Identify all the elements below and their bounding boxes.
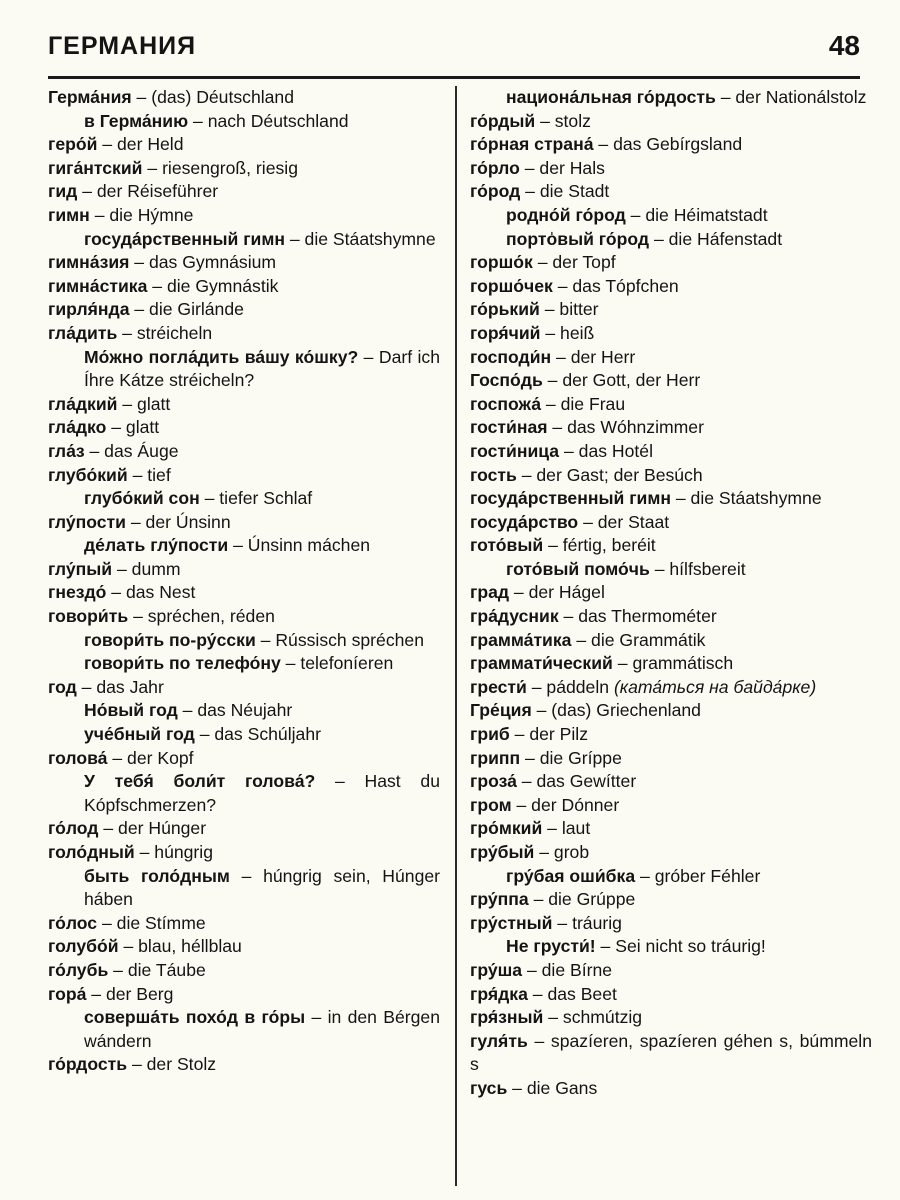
entry-headword: гото́вый [470,535,544,556]
entry-translation: – grammátisch [617,653,734,674]
dictionary-entry [470,723,872,747]
entry-headword: гроза́ [470,771,517,792]
entry-headword: уче́бный год [84,724,195,745]
entry-translation: – der Dónner [516,794,620,815]
entry-translation: – das Beet [532,983,617,1004]
entry-headword: гимна́зия [48,252,130,273]
dictionary-entry [470,865,872,889]
entry-headword: гру́стный [470,912,553,933]
dictionary-entry [48,699,440,723]
entry-translation: – húngrig [139,842,213,862]
dictionary-entry [48,723,440,747]
entry-headword: грести́ [470,676,527,697]
entry-headword: граммати́ческий [470,653,613,674]
entry-headword: глубо́кий сон [84,488,200,509]
entry-translation: – spréchen, réden [133,606,275,627]
entry-translation: – gróber Féhler [640,865,761,886]
entry-headword: гости́ница [470,440,560,461]
entry-translation: – der Hals [524,157,605,178]
dictionary-entry [470,1030,872,1077]
entry-headword: госпожа́ [470,393,542,414]
entry-headword: гря́дка [470,983,528,1004]
entry-headword: го́рдость [48,1054,128,1075]
entry-headword: гру́ша [470,959,523,980]
entry-headword: го́рная страна́ [470,134,594,155]
entry-headword: грипп [470,747,521,768]
entry-headword: в Герма́нию [84,110,189,131]
entry-translation: – (das) Griechenland [536,700,701,721]
dictionary-entry [48,558,440,582]
entry-headword: родно́й го́род [506,204,626,225]
entry-headword: грамма́тика [470,629,572,650]
entry-headword: град [470,582,510,603]
dictionary-entry [48,204,440,228]
entry-headword: го́лубь [48,959,109,980]
entry-translation: – Sei nicht so tráurig! [600,936,766,957]
entry-translation: – das Gymnásium [134,252,277,273]
dictionary-entry [48,416,440,440]
entry-translation: – heiß [545,322,595,343]
dictionary-entry [470,770,872,794]
entry-headword: соверша́ть похо́д в го́ры [84,1007,306,1028]
entry-headword: гра́дусник [470,606,559,627]
dictionary-entry [470,534,872,558]
entry-headword: го́рло [470,157,520,178]
entry-headword: гриб [470,724,510,745]
dictionary-entry [48,298,440,322]
entry-headword: глубо́кий [48,464,128,485]
entry-note: (ката́ться на байда́рке) [613,676,817,697]
entry-headword: геро́й [48,134,98,155]
dictionary-entry [470,605,872,629]
entry-translation: – das Hotél [563,440,653,461]
entry-headword: гнездо́ [48,582,107,603]
entry-headword: Госпо́дь [470,370,543,391]
entry-headword: гора́ [48,983,87,1004]
entry-headword: быть голо́дным [84,865,230,886]
section-title: ГЕРМАНИЯ [48,32,197,60]
dictionary-entry [48,275,440,299]
dictionary-entry [470,440,872,464]
entry-headword: гуля́ть [470,1030,528,1051]
entry-headword: гото́вый помо́чь [506,558,650,579]
dictionary-entry [48,629,440,653]
dictionary-entry [470,888,872,912]
dictionary-entry [48,440,440,464]
entry-translation: – der Berg [91,983,174,1004]
entry-headword: портo̍вый го́род [506,228,650,249]
entry-headword: госуда́рство [470,511,579,532]
entry-translation: – Rússisch spréchen [260,629,424,650]
dictionary-entry [48,865,440,912]
dictionary-entry [470,959,872,983]
entry-translation: – Hast du Kópfschmerzen? [84,771,440,815]
dictionary-entry [48,322,440,346]
entry-translation: – dumm [116,558,181,579]
dictionary-entry [48,770,440,817]
dictionary-entry [48,841,440,865]
entry-headword: го́рький [470,299,540,320]
dictionary-entry [48,817,440,841]
entry-translation: – das Jahr [81,676,164,697]
dictionary-entry [48,1006,440,1053]
entry-headword: гирля́нда [48,299,130,320]
dictionary-entry [470,699,872,723]
entry-translation: – spazíeren, spazíeren géhen s, búmmeln s [470,1030,872,1075]
entry-translation: – der Topf [537,252,616,273]
dictionary-entry [470,935,872,959]
dictionary-entry [470,298,872,322]
dictionary-entry [470,393,872,417]
left-column [48,86,440,1077]
entry-translation: – schmútzig [548,1007,643,1028]
dictionary-entry [470,676,872,700]
entry-translation: – Únsinn máchen [233,535,371,556]
entry-translation: – tief [132,464,171,485]
dictionary-entry [470,322,872,346]
entry-headword: говори́ть по телефо́ну [84,653,281,674]
entry-translation: – hílfsbereit [654,558,746,579]
entry-translation: – tráurig [557,912,622,933]
entry-translation: – die Stáatshymne [675,488,822,509]
dictionary-entry [48,346,440,393]
entry-headword: го́род [470,181,521,202]
entry-headword: говори́ть [48,606,129,627]
entry-translation: – húngrig sein, Húnger háben [84,865,440,910]
right-column [470,86,872,1101]
dictionary-entry [470,275,872,299]
entry-translation: – laut [547,818,591,839]
dictionary-entry [470,133,872,157]
entry-translation: – in den Bérgen wándern [84,1007,441,1051]
dictionary-entry [470,558,872,582]
entry-translation: – das Gewítter [521,771,637,792]
entry-translation: – riesengroß, riesig [147,157,298,178]
entry-headword: гру́бая оши́бка [506,865,636,886]
dictionary-entry [48,912,440,936]
dictionary-entry [48,747,440,771]
dictionary-entry [470,747,872,771]
dictionary-entry [470,511,872,535]
entry-headword: Гре́ция [470,700,532,721]
dictionary-entry [470,817,872,841]
entry-translation: – die Frau [545,393,626,414]
entry-translation: – páddeln [531,676,610,697]
dictionary-entry [470,180,872,204]
entry-translation: – bitter [544,299,599,320]
dictionary-entry [470,487,872,511]
page-number: 48 [828,30,860,61]
entry-headword: гусь [470,1077,508,1098]
dictionary-entry [48,959,440,983]
dictionary-entry [470,346,872,370]
entry-translation: – der Húnger [103,818,207,839]
entry-headword: У тебя́ боли́т голова́? [84,771,316,792]
entry-translation: – (das) Déutschland [136,87,294,107]
entry-translation: – das Schúljahr [199,724,321,745]
entry-translation: – die Girlánde [134,299,244,320]
dictionary-entry [470,794,872,818]
entry-translation: – der Réiseführer [82,181,219,202]
dictionary-entry [48,110,440,134]
entry-translation: – die Grammátik [576,629,706,650]
entry-translation: – der Gott, der Herr [547,370,701,391]
entry-translation: – die Stadt [525,181,610,202]
dictionary-entry [470,228,872,252]
entry-translation: – stolz [540,110,591,131]
entry-headword: голубо́й [48,936,119,957]
dictionary-entry [48,180,440,204]
entry-headword: голо́дный [48,842,135,862]
entry-translation: – der Stolz [131,1054,217,1075]
entry-headword: Герма́ния [48,87,132,107]
entry-translation: – der Staat [583,511,670,532]
entry-headword: гость [470,464,517,485]
entry-headword: госуда́рственный гимн [470,488,671,509]
entry-headword: гро́мкий [470,818,543,839]
entry-translation: – der Held [102,134,184,155]
dictionary-entry [48,133,440,157]
entry-translation: – der Nationálstolz [720,87,867,107]
entry-translation: – die Háfenstadt [653,228,783,249]
entry-translation: – glatt [122,393,171,414]
entry-headword: глу́пости [48,511,126,532]
entry-headword: горшо́к [470,252,533,273]
entry-translation: – die Bírne [526,959,613,980]
dictionary-entry [48,652,440,676]
dictionary-entry [470,110,872,134]
entry-translation: – die Hýmne [94,204,194,225]
dictionary-entry [48,511,440,535]
entry-headword: гла́дко [48,417,107,438]
entry-headword: гла́дкий [48,393,118,414]
entry-headword: го́лос [48,912,98,933]
dictionary-entry [470,416,872,440]
dictionary-entry [470,204,872,228]
entry-headword: гига́нтский [48,157,143,178]
dictionary-entry [48,487,440,511]
entry-headword: голова́ [48,747,108,768]
entry-translation: – die Héimatstadt [630,204,768,225]
entry-headword: гря́зный [470,1007,544,1028]
entry-translation: – die Grúppe [533,889,636,910]
entry-translation: – die Gymnástik [152,275,279,296]
entry-translation: – nach Déutschland [193,110,349,131]
entry-headword: год [48,676,77,697]
entry-translation: – stréicheln [122,322,213,343]
entry-headword: де́лать глу́пости [84,535,229,556]
entry-headword: гром [470,794,512,815]
entry-headword: гимн [48,204,90,225]
entry-translation: – der Kopf [112,747,194,768]
entry-headword: глу́пый [48,558,113,579]
entry-headword: национа́льная го́рдость [506,87,716,107]
entry-headword: го́лод [48,818,99,839]
entry-headword: Мо́жно погла́дить ва́шу ко́шку? [84,346,359,367]
dictionary-entry [470,251,872,275]
entry-headword: горя́чий [470,322,541,343]
entry-headword: гла́з [48,440,85,461]
entry-translation: – der Hágel [513,582,605,603]
entry-translation: – die Táube [113,959,206,980]
entry-headword: господи́н [470,346,552,367]
entry-headword: го́рдый [470,110,536,131]
dictionary-entry [470,1006,872,1030]
entry-translation: – die Stáatshymne [289,228,436,249]
entry-translation: – das Néujahr [182,700,293,721]
dictionary-entry [48,157,440,181]
entry-translation: – fértig, beréit [548,535,656,556]
dictionary-entry [48,251,440,275]
entry-translation: – das Nest [111,582,196,603]
dictionary-entry [470,841,872,865]
entry-headword: гости́ная [470,417,548,438]
entry-translation: – glatt [111,417,160,438]
dictionary-entry [48,86,440,110]
entry-translation: – grob [539,842,590,862]
entry-translation: – Darf ich Íhre Kátze stréicheln? [84,346,440,391]
entry-translation: – tiefer Schlaf [204,488,313,509]
entry-headword: гид [48,181,78,202]
entry-headword: Но́вый год [84,700,178,721]
entry-translation: – das Tópfchen [557,275,679,296]
dictionary-entry [470,581,872,605]
dictionary-entry [48,605,440,629]
dictionary-entry [48,393,440,417]
column-divider [455,86,457,1186]
dictionary-entry [470,369,872,393]
dictionary-entry [470,912,872,936]
entry-translation: – blau, héllblau [123,936,242,957]
entry-translation: – der Pilz [514,724,588,745]
entry-translation: – das Gebírgsland [598,134,743,155]
entry-headword: гру́бый [470,842,535,862]
entry-translation: – das Wóhnzimmer [552,417,704,438]
entry-translation: – die Gans [512,1077,598,1098]
entry-headword: говори́ть по-ру́сски [84,629,256,650]
entry-headword: гру́ппа [470,889,529,910]
dictionary-entry [48,534,440,558]
dictionary-entry [470,157,872,181]
entry-headword: горшо́чек [470,275,553,296]
dictionary-entry [470,1077,872,1101]
dictionary-entry [470,86,872,110]
entry-headword: гла́дить [48,322,118,343]
dictionary-entry [48,464,440,488]
page-header [48,26,860,79]
entry-translation: – die Stímme [101,912,206,933]
dictionary-entry [48,228,440,252]
dictionary-entry [470,983,872,1007]
entry-headword: госуда́рственный гимн [84,228,285,249]
entry-translation: – telefoníeren [285,653,394,674]
entry-translation: – der Herr [556,346,636,367]
entry-translation: – der Únsinn [130,511,231,532]
entry-translation: – das Áuge [89,440,179,461]
entry-translation: – die Gríppe [525,747,622,768]
dictionary-entry [48,676,440,700]
dictionary-entry [470,629,872,653]
dictionary-entry [48,983,440,1007]
dictionary-entry [48,935,440,959]
dictionary-entry [48,1053,440,1077]
dictionary-entry [470,652,872,676]
dictionary-entry [470,464,872,488]
entry-headword: гимна́стика [48,275,148,296]
dictionary-entry [48,581,440,605]
entry-translation: – das Thermométer [563,606,717,627]
entry-translation: – der Gast; der Besúch [521,464,703,485]
entry-headword: Не грусти́! [506,936,596,957]
